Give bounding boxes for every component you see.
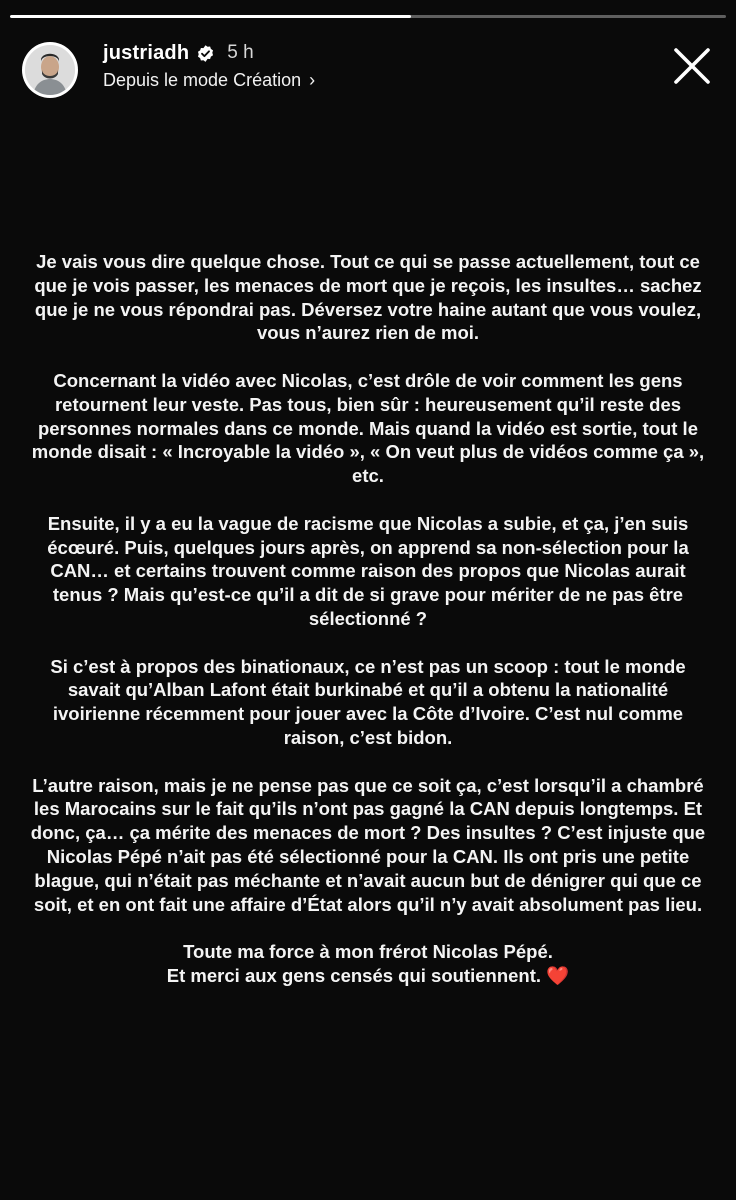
- avatar[interactable]: [22, 42, 78, 98]
- close-icon: [670, 44, 714, 88]
- story-closing: [30, 940, 706, 988]
- username[interactable]: justriadh: [103, 41, 190, 64]
- story-paragraph: Si c’est à propos des binationaux, ce n’est pas un scoop : tout le monde savait qu’Alban Lafont était burkinabé et qu’il a obtenu la nationalité ivoirienne récemment pour jouer avec la Côte d’Ivoire. C’est nul comme raison, c’est bidon.: [50, 655, 686, 748]
- close-button[interactable]: [670, 44, 714, 88]
- story-paragraph: L’autre raison, mais je ne pense pas que ce soit ça, c’est lorsqu’il a chambré les Marocains sur le fait qu’ils n’ont pas gagné la CAN depuis longtemps. Et donc, ça… ça mérite des menaces de mort ? Des insultes ? C’est injuste que Nicolas Pépé n’ait pas été sélectionné pour la CAN. Ils ont pris une petite blague, qui n’était pas méchante et n’avait aucun but de dénigrer qui que ce soit, et en ont fait une affaire d’État alors qu’il n’y avait absolument pas lieu.: [30, 774, 706, 915]
- story-subtitle-link[interactable]: [103, 70, 315, 91]
- story-paragraph: Ensuite, il y a eu la vague de racisme que Nicolas a subie, et ça, j’en suis écœuré. Puis, quelques jours après, on apprend sa non-sélection pour la CAN… et certains trouvent comme raison des propos que Nicolas aurait tenus ? Mais qu’est-ce qu’il a dit de si grave pour mériter de ne pas être sélectionné ?: [47, 512, 689, 629]
- story-meta-top-row: [103, 38, 315, 68]
- story-meta: [103, 38, 315, 91]
- story-text-body: [30, 250, 706, 988]
- closing-line-2: Et merci aux gens censés qui soutiennent.: [166, 964, 542, 986]
- closing-line-1: Toute ma force à mon frérot Nicolas Pépé.: [183, 941, 553, 963]
- post-time: 5 h: [227, 42, 254, 63]
- story-paragraph: Concernant la vidéo avec Nicolas, c’est drôle de voir comment les gens retournent leur veste. Pas tous, bien sûr : heureusement qu’il reste des personnes normales dans ce monde. Mais quand la vidéo est sortie, tout le monde disait : « Incroyable la vidéo », « On veut plus de vidéos comme ça », etc.: [31, 369, 705, 487]
- story-subtitle: Depuis le mode Création: [103, 70, 302, 90]
- story-header: [22, 38, 714, 102]
- story-progress-fill: [10, 15, 411, 18]
- chevron-right-icon: ›: [309, 70, 316, 90]
- heart-icon: ❤️: [546, 964, 570, 986]
- person-icon: [25, 45, 75, 95]
- story-paragraph: Je vais vous dire quelque chose. Tout ce qui se passe actuellement, tout ce que je vois passer, les menaces de mort que je reçois, les insultes… sachez que je ne vous répondrai pas. Déversez votre haine autant que vous voulez, vous n’aurez rien de moi.: [34, 251, 702, 344]
- avatar-photo: [25, 45, 75, 95]
- verified-badge-icon: [196, 44, 215, 63]
- story-progress-bar: [10, 15, 726, 18]
